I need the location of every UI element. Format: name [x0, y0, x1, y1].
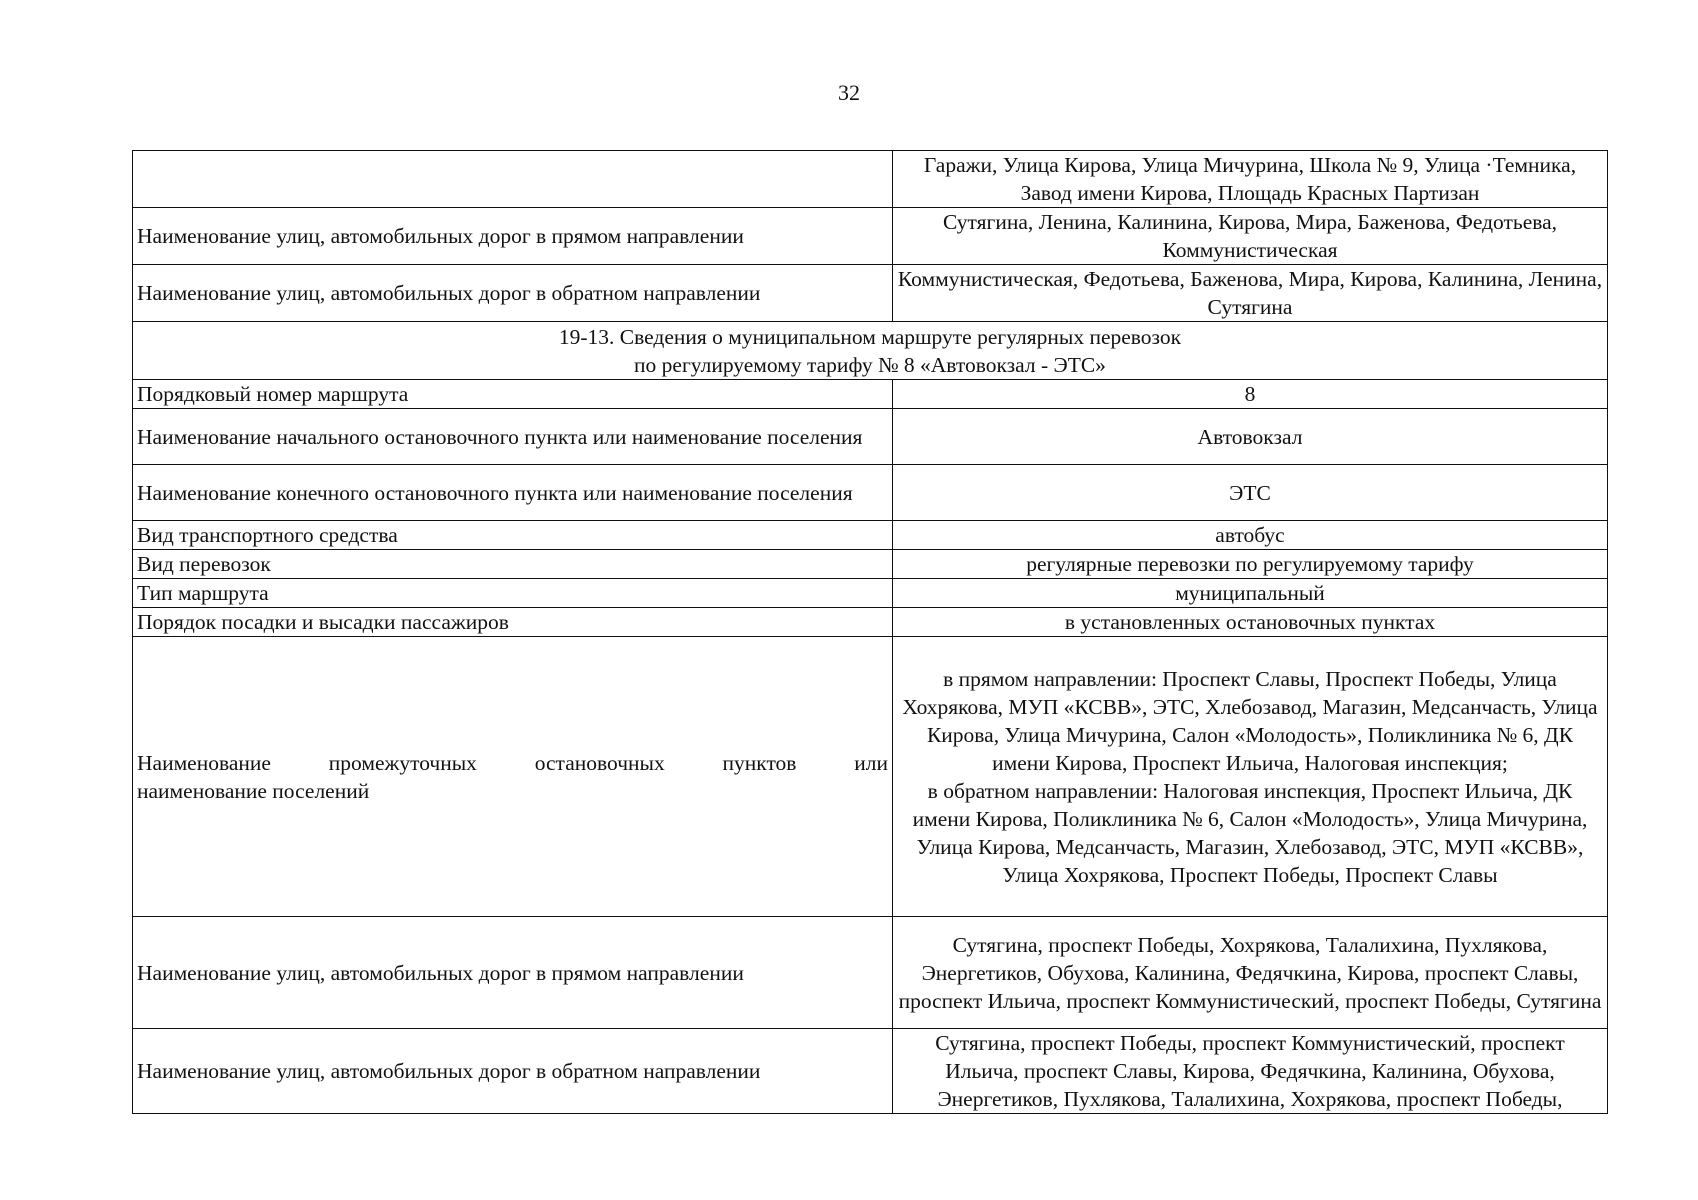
row-value: ЭТС	[893, 465, 1608, 521]
section-title-line1: 19-13. Сведения о муниципальном маршруте регулярных перевозок	[558, 324, 1182, 349]
row-label	[133, 151, 893, 208]
route-table	[132, 150, 1608, 1114]
row-value: Автовокзал	[893, 409, 1608, 465]
row-value: муниципальный	[893, 579, 1608, 608]
row-label: Наименование улиц, автомобильных дорог в обратном направлении	[133, 1029, 893, 1114]
row-label: Наименование улиц, автомобильных дорог в прямом направлении	[133, 917, 893, 1029]
table-row	[133, 917, 1608, 1029]
row-value: Сутягина, проспект Победы, проспект Коммунистический, проспект Ильича, проспект Славы, Кирова, Федячкина, Калинина, Обухова, Энергетиков, Пухлякова, Талалихина, Хохрякова, проспект Победы,	[893, 1029, 1608, 1114]
row-label: Вид транспортного средства	[133, 521, 893, 550]
stops-label-line1: Наименование промежуточных остановочных пунктов или	[137, 750, 888, 775]
table-row	[133, 409, 1608, 465]
table-row	[133, 465, 1608, 521]
page-number: 32	[838, 80, 860, 105]
stops-forward: в прямом направлении: Проспект Славы, Проспект Победы, Улица Хохрякова, МУП «КСВВ», ЭТС, Хлебозавод, Магазин, Медсанчасть, Улица Кирова, Улица Мичурина, Салон «Молодость», Поликлиника № 6, ДК имени Кирова, Проспект Ильича, Налоговая инспекция;	[902, 666, 1598, 775]
table-row	[133, 208, 1608, 265]
table-row	[133, 380, 1608, 409]
row-label: Вид перевозок	[133, 550, 893, 579]
row-value: регулярные перевозки по регулируемому тарифу	[893, 550, 1608, 579]
row-label: Наименование улиц, автомобильных дорог в обратном направлении	[133, 265, 893, 322]
row-label: Тип маршрута	[133, 579, 893, 608]
table-row	[133, 608, 1608, 637]
row-value: в установленных остановочных пунктах	[893, 608, 1608, 637]
row-label: Порядковый номер маршрута	[133, 380, 893, 409]
table-row	[133, 1029, 1608, 1114]
stops-value	[893, 637, 1608, 917]
row-value: Коммунистическая, Федотьева, Баженова, Мира, Кирова, Калинина, Ленина, Сутягина	[893, 265, 1608, 322]
table-row	[133, 637, 1608, 917]
row-value: Гаражи, Улица Кирова, Улица Мичурина, Школа № 9, Улица ·Темника, Завод имени Кирова, Площадь Красных Партизан	[893, 151, 1608, 208]
table-row	[133, 579, 1608, 608]
section-title-line2: по регулируемому тарифу № 8 «Автовокзал - ЭТС»	[634, 352, 1106, 377]
section-header-row	[133, 322, 1608, 380]
row-label: Наименование начального остановочного пункта или наименование поселения	[133, 409, 893, 465]
row-label: Порядок посадки и высадки пассажиров	[133, 608, 893, 637]
table-row	[133, 550, 1608, 579]
row-value: 8	[893, 380, 1608, 409]
table-row	[133, 151, 1608, 208]
stops-label	[133, 637, 893, 917]
row-value: Сутягина, Ленина, Калинина, Кирова, Мира, Баженова, Федотьева, Коммунистическая	[893, 208, 1608, 265]
row-label: Наименование улиц, автомобильных дорог в прямом направлении	[133, 208, 893, 265]
table-row	[133, 265, 1608, 322]
table-row	[133, 521, 1608, 550]
stops-backward: в обратном направлении: Налоговая инспекция, Проспект Ильича, ДК имени Кирова, Поликлиника № 6, Салон «Молодость», Улица Мичурина, Улица Кирова, Медсанчасть, Магазин, Хлебозавод, ЭТС, МУП «КСВВ», Улица Хохрякова, Проспект Победы, Проспект Славы	[912, 778, 1588, 887]
row-value: автобус	[893, 521, 1608, 550]
stops-label-line2: наименование поселений	[137, 778, 370, 803]
section-header	[133, 322, 1608, 380]
row-value: Сутягина, проспект Победы, Хохрякова, Талалихина, Пухлякова, Энергетиков, Обухова, Калинина, Федячкина, Кирова, проспект Славы, проспект Ильича, проспект Коммунистический, проспект Победы, Сутягина	[893, 917, 1608, 1029]
row-label: Наименование конечного остановочного пункта или наименование поселения	[133, 465, 893, 521]
